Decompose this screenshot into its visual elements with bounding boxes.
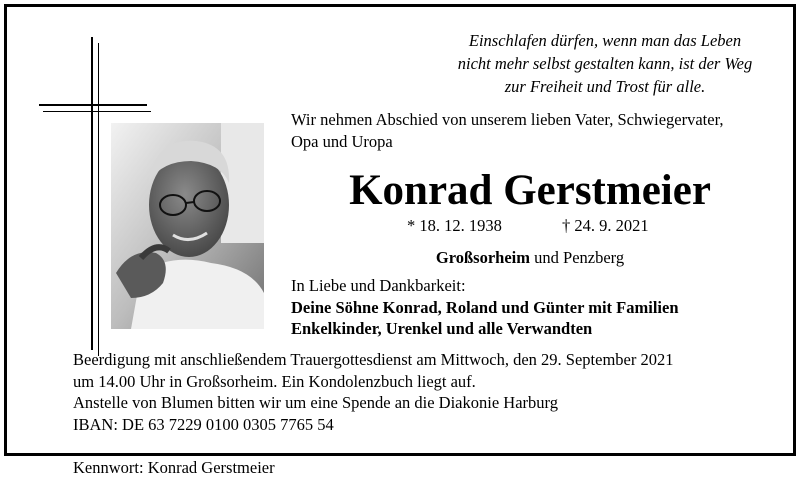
funeral-details: [73, 349, 773, 478]
farewell-intro: [291, 109, 791, 153]
verse-line: zur Freiheit und Trost für alle.: [437, 75, 773, 98]
death-date: † 24. 9. 2021: [562, 215, 649, 237]
donation-keyword: Kennwort: Konrad Gerstmeier: [73, 457, 773, 478]
mourners-line: Enkelkinder, Urenkel und alle Verwandten: [291, 318, 781, 340]
memorial-verse: [437, 29, 773, 98]
intro-line: Wir nehmen Abschied von unserem lieben Vater, Schwiegervater,: [291, 109, 791, 131]
residence-places: [287, 247, 773, 269]
mourners-line: Deine Söhne Konrad, Roland und Günter mit Familien: [291, 297, 781, 319]
deceased-name: Konrad Gerstmeier: [287, 165, 773, 217]
mourners-intro: In Liebe und Dankbarkeit:: [291, 275, 781, 297]
life-dates: [407, 215, 649, 237]
verse-line: nicht mehr selbst gestalten kann, ist der Weg: [437, 52, 773, 75]
details-line: Beerdigung mit anschließendem Trauergottesdienst am Mittwoch, den 29. September 2021: [73, 349, 773, 371]
cross-icon-crossbar: [39, 104, 147, 106]
cross-icon-shadow-vertical: [98, 43, 99, 356]
portrait-photo: [111, 123, 264, 329]
birth-date: * 18. 12. 1938: [407, 215, 502, 237]
place-primary: Großsorheim: [436, 248, 530, 267]
cross-icon-shadow-crossbar: [43, 111, 151, 112]
place-secondary: und Penzberg: [530, 248, 624, 267]
intro-line: Opa und Uropa: [291, 131, 791, 153]
obituary-notice: [4, 4, 796, 456]
details-line: um 14.00 Uhr in Großsorheim. Ein Kondolenzbuch liegt auf.: [73, 371, 773, 393]
cross-icon: [91, 37, 93, 350]
donation-line: [73, 414, 773, 478]
portrait-image: [111, 123, 264, 329]
verse-line: Einschlafen dürfen, wenn man das Leben: [437, 29, 773, 52]
details-line: Anstelle von Blumen bitten wir um eine Spende an die Diakonie Harburg: [73, 392, 773, 414]
iban: IBAN: DE 63 7229 0100 0305 7765 54: [73, 414, 773, 436]
mourners-list: [291, 275, 781, 340]
